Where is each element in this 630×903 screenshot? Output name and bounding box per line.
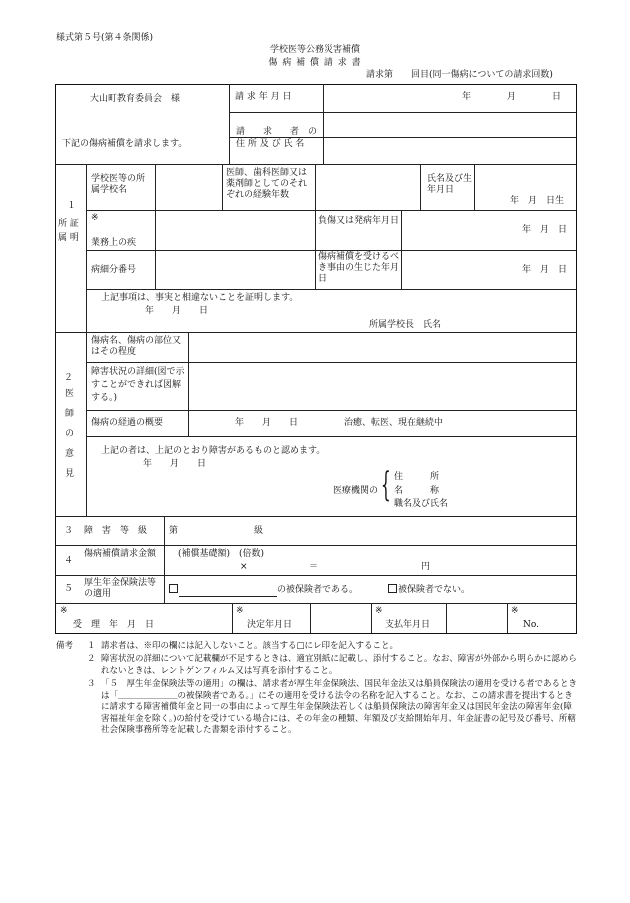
claim-date-value[interactable]: 年 月 日	[462, 92, 562, 102]
note-2-text: 障害状況の詳細について記載欄が不足するときは、適宜別紙に記載し、添付すること。なお、障害が外部から明らかに認められないときは、レントゲンフィルム又は写真を添付すること。	[101, 654, 577, 676]
disease-name-input[interactable]	[190, 334, 575, 361]
disability-grade-prefix: 第	[169, 526, 179, 536]
section1-number: １	[67, 201, 77, 211]
number-label: No.	[523, 620, 539, 630]
section1-side-label-line1: 所 証	[58, 219, 79, 229]
institution-brace: {	[381, 465, 391, 505]
disease-name-label: 傷病名、傷病の部位又はその程度	[91, 336, 182, 357]
asterisk-mark: ※	[91, 213, 99, 223]
section2-side-label-4: 見	[65, 469, 75, 479]
section2-number: ２	[64, 373, 74, 383]
disease-class-input[interactable]	[157, 252, 314, 288]
insured-law-input[interactable]	[179, 585, 277, 597]
note-1-text: 請求者は、※印の欄には記入しないこと。該当する□にレ印を記入すること。	[101, 641, 399, 651]
principal-label: 所属学校長 氏名	[369, 320, 442, 330]
note-2-number: ２	[87, 654, 96, 664]
note-1-number: １	[87, 641, 96, 651]
receipt-date-label: 受 理 年 月 日	[73, 620, 155, 630]
institution-address-label: 住 所	[394, 472, 440, 482]
course-label: 傷病の経過の概要	[91, 418, 164, 428]
insured-option-suffix: の被保険者である。	[277, 585, 359, 595]
institution-title-label: 職名及び氏名	[394, 499, 449, 509]
decision-asterisk: ※	[236, 606, 244, 616]
disease-input[interactable]	[157, 212, 314, 249]
form-title-line2: 傷 病 補 償 請 求 書	[268, 58, 362, 68]
decision-date-label: 決定年月日	[247, 620, 293, 630]
not-insured-option	[388, 584, 470, 596]
claim-date-label: 請 求 年 月 日	[235, 92, 292, 102]
payment-date-label: 支払年月日	[385, 620, 431, 630]
form-title-line1: 学校医等公務災害補償	[269, 45, 360, 55]
claimant-label-line1: 請 求 者 の	[236, 127, 318, 137]
times-sign: ×	[240, 562, 248, 572]
request-statement: 下記の傷病補償を請求します。	[62, 139, 188, 149]
section3-number: ３	[64, 526, 74, 536]
receipt-asterisk: ※	[60, 606, 68, 616]
number-asterisk: ※	[511, 606, 519, 616]
pension-label: 厚生年金保険法等の適用	[84, 578, 157, 599]
form-number: 様式第５号(第４条関係)	[56, 33, 154, 43]
payment-asterisk: ※	[375, 606, 383, 616]
disability-label: 障害状況の詳細(図で示すことができれば図解する。)	[91, 367, 185, 403]
entitlement-date-label: 傷病補償を受けるべき事由の生じた年月日	[318, 252, 400, 284]
injury-date-value[interactable]: 年 月 日	[522, 225, 568, 235]
injury-date-label: 負傷又は発病年月日	[318, 216, 400, 226]
claim-count: 請求第 回目(同一傷病についての請求回数)	[366, 70, 553, 80]
note-3-text: 「５ 厚生年金保険法等の適用」の欄は、請求者が厚生年金保険法、国民年金法又は船員保険法の適用を受ける者であるときは「＿＿＿＿＿＿＿の被保険者である。」にその適用を受ける法令の名称を記入すること。なお、この請求書を提出するときに請求する障害補償年金と同一の事由によって厚生年金保険法若しくは船員保険法の障害年金又は国民年金法の障害年金(障害福祉年金を除く。)の給付を受けている場合には、その年金の種類、年額及び支給開始年月、年金証書の記号及び番号、所轄社会保険事務所等を記載した書類を添付すること。	[101, 679, 578, 735]
recognize-text: 上記の者は、上記のとおり障害があるものと認めます。	[101, 446, 326, 456]
disease-class-label: 病細分番号	[91, 265, 137, 275]
addressee: 大山町教育委員会 様	[90, 94, 181, 104]
section5-number: ５	[64, 584, 74, 594]
section1-side-label-line2: 属 明	[58, 233, 79, 243]
recognize-date[interactable]: 年 月 日	[143, 459, 207, 469]
section2-side-label-0: 医	[65, 389, 75, 399]
insured-checkbox[interactable]	[169, 584, 178, 593]
yen-unit: 円	[421, 562, 431, 572]
entitlement-date-value[interactable]: 年 月 日	[522, 265, 568, 275]
section2-side-label-1: 師	[65, 409, 75, 419]
notes-heading: 備考	[56, 641, 74, 651]
claim-amount-label: 傷病補償請求金額	[84, 549, 157, 559]
course-status[interactable]: 治癒、転医、現在継続中	[344, 418, 444, 428]
institution-name-label: 名 称	[394, 486, 440, 496]
section4-number: ４	[64, 556, 74, 566]
certify-text: 上記事項は、事実と相違ないことを証明します。	[101, 293, 299, 303]
claimant-input[interactable]	[325, 114, 575, 163]
note-3-number: ３	[87, 679, 96, 689]
insured-option	[169, 584, 358, 597]
disability-grade-label: 障 害 等 級	[84, 526, 148, 536]
certify-date[interactable]: 年 月 日	[145, 306, 209, 316]
course-date[interactable]: 年 月 日	[235, 418, 299, 428]
school-label: 学校医等の所属学校名	[91, 174, 146, 195]
disease-label: 業務上の疾	[91, 238, 137, 248]
school-input[interactable]	[157, 166, 221, 209]
experience-input[interactable]	[317, 166, 419, 209]
disability-input[interactable]	[190, 364, 575, 409]
claim-amount-calc-header: (補償基礎額) (倍数)	[178, 549, 265, 559]
section2-side-label-3: 意	[65, 449, 75, 459]
equals-sign: ＝	[309, 562, 319, 572]
not-insured-label: 被保険者でない。	[398, 585, 471, 595]
dob-value[interactable]: 年 月 日生	[510, 196, 565, 206]
disability-grade-suffix: 級	[254, 526, 264, 536]
claimant-label-line2: 住 所 及 び 氏 名	[236, 139, 305, 149]
name-dob-label: 氏名及び生年月日	[427, 174, 473, 195]
not-insured-checkbox[interactable]	[388, 584, 397, 593]
institution-label: 医療機関の	[333, 486, 379, 496]
section2-side-label-2: の	[65, 429, 75, 439]
experience-label: 医師、歯科医師又は薬剤師としてのそれぞれの経験年数	[226, 168, 308, 200]
